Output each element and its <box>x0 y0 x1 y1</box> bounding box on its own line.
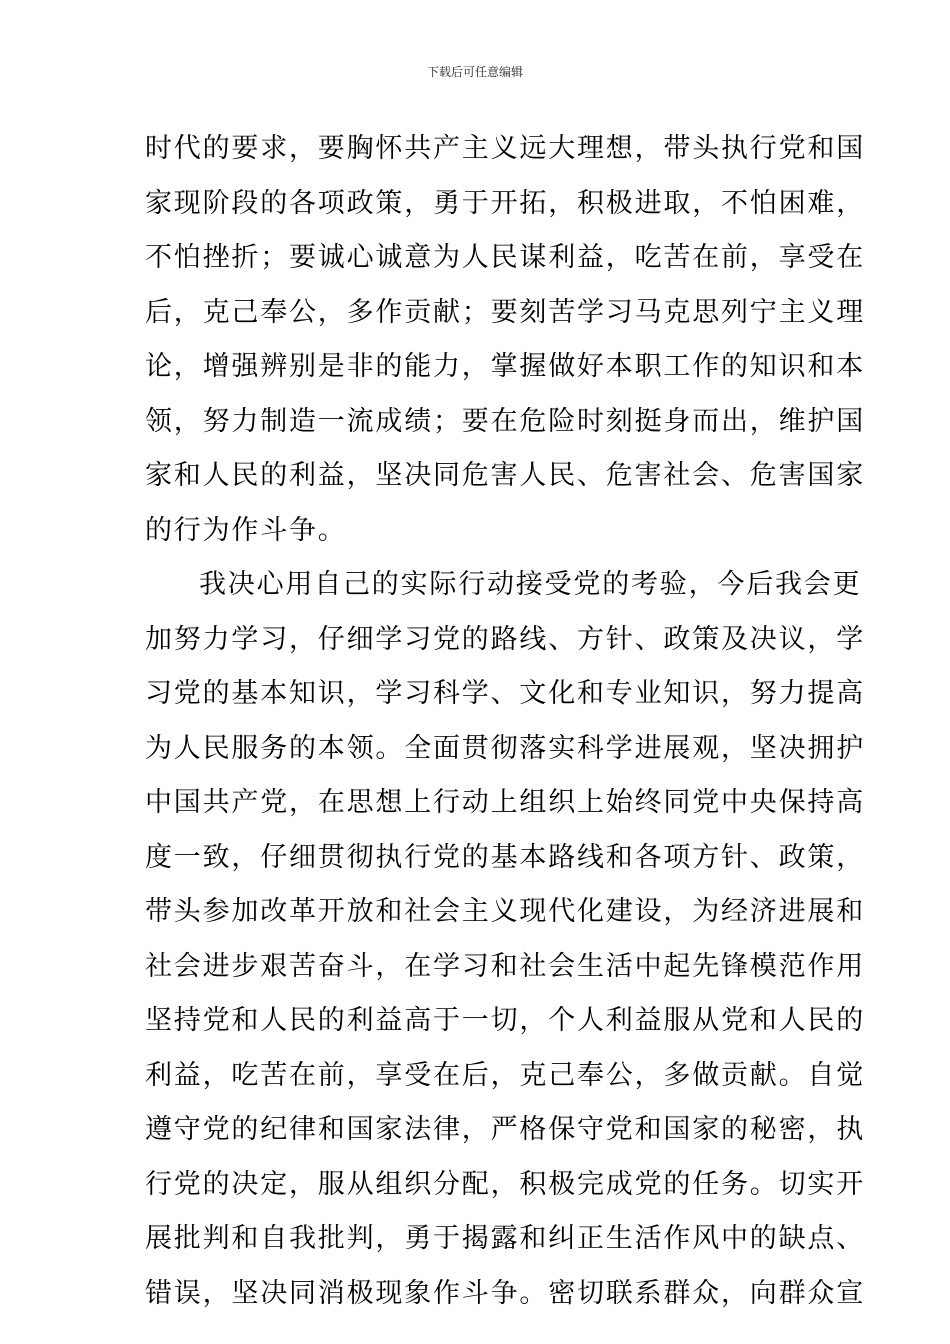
text-line: 错误，坚决同消极现象作斗争。密切联系群众，向群众宣 <box>145 1277 865 1309</box>
text-line: 遵守党的纪律和国家法律，严格保守党和国家的秘密，执 <box>145 1114 865 1145</box>
text-line: 领，努力制造一流成绩；要在危险时刻挺身而出，维护国 <box>145 405 865 437</box>
text-line: 展批判和自我批判，勇于揭露和纠正生活作风中的缺点、 <box>145 1223 865 1254</box>
paragraph <box>145 558 865 1321</box>
text-line: 家和人民的利益，坚决同危害人民、危害社会、危害国家 <box>145 460 865 491</box>
text-line: 度一致，仔细贯彻执行党的基本路线和各项方针、政策， <box>145 841 865 873</box>
text-line: 的行为作斗争。 <box>145 514 347 546</box>
text-line: 后，克己奉公，多作贡献；要刻苦学习马克思列宁主义理 <box>145 296 865 328</box>
text-line: 我决心用自己的实际行动接受党的考验，今后我会更 <box>199 569 862 600</box>
text-line: 论，增强辨别是非的能力，掌握做好本职工作的知识和本 <box>145 351 865 382</box>
text-line: 坚持党和人民的利益高于一切，个人利益服从党和人民的 <box>145 1005 865 1036</box>
text-line: 习党的基本知识，学习科学、文化和专业知识，努力提高 <box>145 678 865 709</box>
paragraph <box>145 122 865 558</box>
page-header: 下载后可任意编辑 <box>426 65 523 79</box>
text-line: 不怕挫折；要诚心诚意为人民谋利益，吃苦在前，享受在 <box>145 242 865 273</box>
text-line: 家现阶段的各项政策，勇于开拓，积极进取，不怕困难， <box>145 187 865 219</box>
text-line: 中国共产党，在思想上行动上组织上始终同党中央保持高 <box>145 787 865 818</box>
text-line: 加努力学习，仔细学习党的路线、方针、政策及决议，学 <box>145 623 865 655</box>
text-line: 时代的要求，要胸怀共产主义远大理想，带头执行党和国 <box>145 133 865 164</box>
text-line: 行党的决定，服从组织分配，积极完成党的任务。切实开 <box>145 1168 865 1200</box>
text-line: 社会进步艰苦奋斗，在学习和社会生活中起先锋模范作用 <box>145 950 865 982</box>
text-line: 利益，吃苦在前，享受在后，克己奉公，多做贡献。自觉 <box>145 1059 865 1091</box>
text-line: 为人民服务的本领。全面贯彻落实科学进展观，坚决拥护 <box>145 732 865 764</box>
text-line: 带头参加改革开放和社会主义现代化建设，为经济进展和 <box>145 896 865 927</box>
document-body <box>145 122 865 1321</box>
